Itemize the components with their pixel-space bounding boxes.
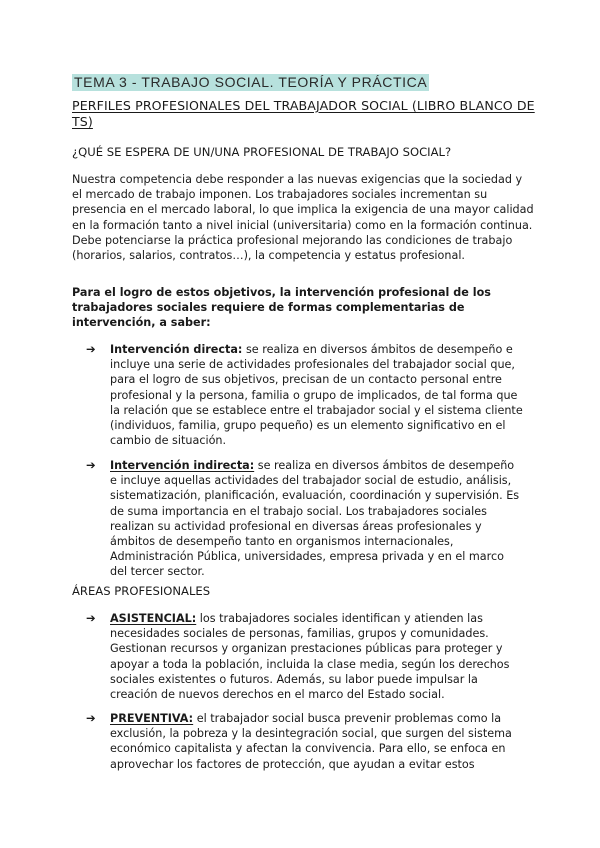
item-text: se realiza en diversos ámbitos de desempeño e incluye aquellas actividades del trabajador social de estudio, análisis, sistematización, planificación, evaluación, coordinación y supervisión. Es de suma importancia en el trabajo social. Los trabajadores sociales realizan su actividad profesional en diversas áreas profesionales y ámbitos de desempeño tanto en organismos internacionales, Administración Pública, universidades, empresa privada y en el marco del tercer sector. bbox=[110, 459, 520, 579]
list-item bbox=[86, 342, 524, 448]
item-text: se realiza en diversos ámbitos de desempeño e incluye una serie de actividades profesionales del trabajador social que, para el logro de sus objetivos, precisan de un contacto personal entre profesional y la persona, familia o grupo de implicados, de tal forma que la relación que se establece entre el trabajador social y el sistema cliente (individuos, familia, grupo pequeño) es un elemento significativo en el cambio de situación. bbox=[110, 343, 523, 448]
item-label: PREVENTIVA: bbox=[110, 712, 194, 725]
item-label: Intervención directa: bbox=[110, 343, 243, 356]
section-title: PERFILES PROFESIONALES DEL TRABAJADOR SOCIAL (LIBRO BLANCO DE TS) bbox=[72, 98, 535, 129]
areas-list bbox=[86, 611, 524, 702]
intro-paragraph: Nuestra competencia debe responder a las nuevas exigencias que la sociedad y el mercado de trabajo imponen. Los trabajadores sociales incrementan su presencia en el mercado laboral, lo que implica la exigencia de una mayor calidad en la formación tanto a nivel inicial (universitaria) como en la formación continua. Debe potenciarse la práctica profesional mejorando las condiciones de trabajo (horarios, salarios, contratos…), la competencia y estatus profesional. bbox=[72, 173, 534, 263]
item-text: los trabajadores sociales identifican y atienden las necesidades sociales de personas, familias, grupos y comunidades. Gestionan recursos y organizan prestaciones públicas para proteger y apoyar a toda la población, incluida la clase media, según los derechos sociales existentes o futuros. Además, su labor puede impulsar la creación de nuevos derechos en el marco del Estado social. bbox=[110, 612, 510, 702]
arrow-icon: ➔ bbox=[86, 611, 96, 625]
intervention-list bbox=[86, 342, 524, 448]
list-item bbox=[86, 458, 524, 580]
list-item bbox=[86, 611, 524, 702]
item-label: Intervención indirecta: bbox=[110, 459, 255, 472]
areas-list-2 bbox=[86, 711, 524, 772]
topic-title: TEMA 3 - TRABAJO SOCIAL. TEORÍA Y PRÁCTICA bbox=[74, 74, 428, 90]
arrow-icon: ➔ bbox=[86, 711, 96, 725]
item-label: ASISTENCIAL: bbox=[110, 612, 197, 625]
arrow-icon: ➔ bbox=[86, 342, 96, 356]
arrow-icon: ➔ bbox=[86, 458, 96, 472]
list-item bbox=[86, 711, 524, 772]
areas-title: ÁREAS PROFESIONALES bbox=[72, 584, 211, 598]
section-question: ¿QUÉ SE ESPERA DE UN/UNA PROFESIONAL DE TRABAJO SOCIAL? bbox=[72, 145, 452, 159]
item-text: el trabajador social busca prevenir problemas como la exclusión, la pobreza y la desintegración social, que surgen del sistema económico capitalista y afectan la convivencia. Para ello, se enfoca en aprovechar los factores de protección, que ayudan a evitar estos bbox=[110, 712, 512, 771]
lead-paragraph: Para el logro de estos objetivos, la intervención profesional de los trabajadores sociales requiere de formas complementarias de intervención, a saber: bbox=[72, 286, 491, 330]
intervention-list-2 bbox=[86, 458, 524, 580]
